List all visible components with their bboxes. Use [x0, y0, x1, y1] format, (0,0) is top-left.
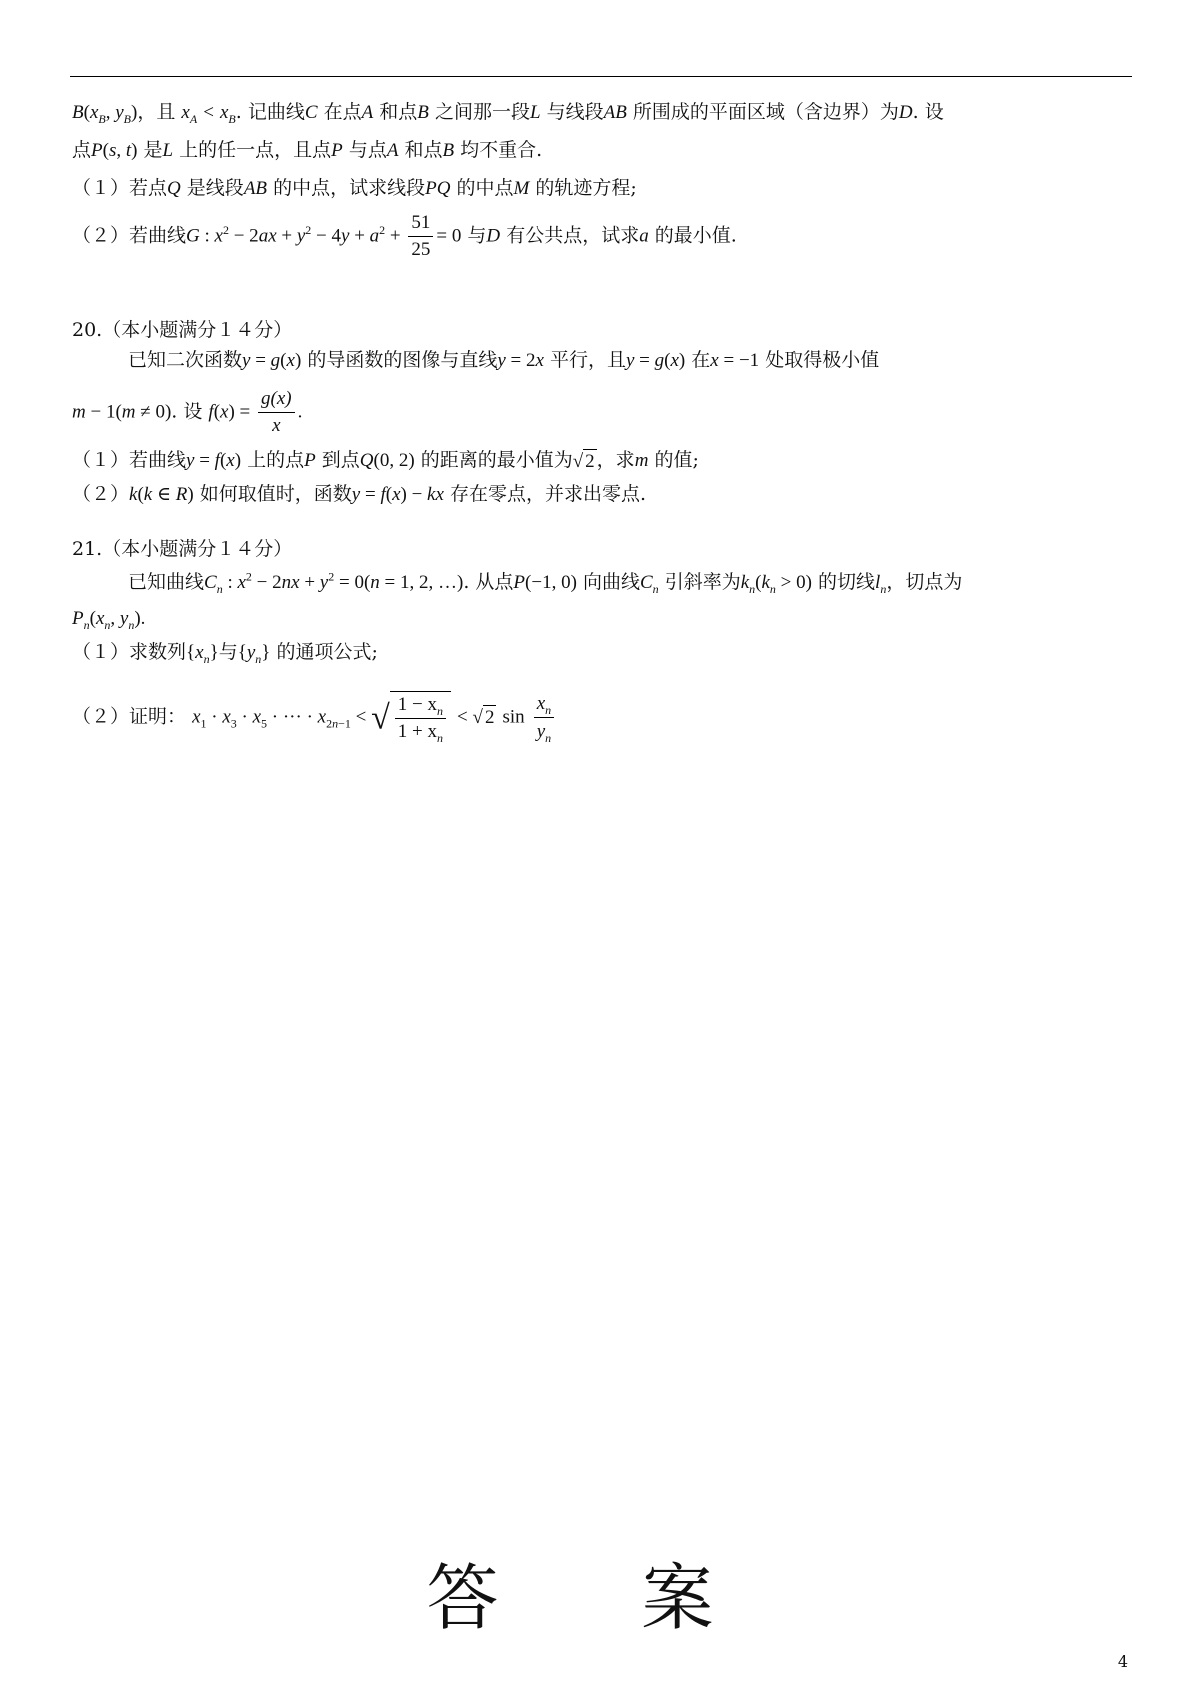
- text: 的中点: [456, 177, 514, 199]
- sqrt-2: √ 2: [472, 707, 495, 728]
- text: （１）若点: [72, 177, 168, 199]
- text: 与线段: [546, 101, 604, 123]
- text: 和点: [404, 139, 443, 161]
- text: ，且: [137, 101, 176, 123]
- numerator: 1 − x: [397, 693, 437, 715]
- text: 之间那一段: [434, 101, 530, 123]
- text: 和点: [379, 101, 418, 123]
- p20-line-1: 已知二次函数y = g(x) 的导函数的图像与直线y = 2x 平行，且y = g(x) 在x = −1 处取得极小值: [128, 349, 880, 371]
- p21-question-1: （１）求数列$\{x_n\}$与$\{y_n\}$ 的通项公式;: [72, 641, 378, 666]
- denominator: 1 + x: [397, 720, 437, 742]
- denominator: x: [272, 415, 281, 436]
- text: 的距离的最小值为: [420, 449, 573, 471]
- text: 如何取值时，函数: [199, 483, 352, 505]
- sqrt-fraction: √ $\frac{1 - x_n}{1 + x_n}$: [371, 691, 451, 745]
- text: 的轨迹方程;: [535, 177, 637, 199]
- text: 在: [691, 349, 711, 371]
- text: ，切点为: [886, 571, 963, 593]
- text: . 设: [912, 101, 944, 123]
- text: 的中点，试求线段: [273, 177, 426, 199]
- text: 与: [467, 224, 487, 247]
- p21-question-2: （２）证明： $x_1 \cdot x_3 \cdot x_5$ · ··· · $x_{2n-1}$ < √ $\frac{1 - x_n}{1 + x_n}$ < √ 2 sin $\frac{x_n}{y_n}$: [72, 690, 557, 745]
- answer-title: 答 案: [426, 1556, 774, 1640]
- text: 在点: [323, 101, 362, 123]
- fraction-1mx-1px: $\frac{1 - x_n}{1 + x_n}$: [395, 692, 446, 745]
- text: 到点: [321, 449, 360, 471]
- text: 有公共点，试求: [506, 224, 640, 247]
- denominator: 25: [411, 239, 431, 260]
- p21-heading: 21.（本小题满分１４分）: [72, 538, 293, 560]
- text: 与点: [348, 139, 387, 161]
- fraction-gx-over-x: [258, 386, 295, 439]
- text: 已知二次函数: [128, 349, 243, 371]
- sqrt-2: √ 2: [572, 450, 595, 472]
- text: 的最小值.: [654, 224, 737, 247]
- p20-question-2: （２）k(k ∈ R) 如何取值时，函数y = f(x) − kx 存在零点，并求出零点.: [72, 483, 647, 505]
- text: （１）求数列: [72, 641, 187, 663]
- text: 的导函数的图像与直线: [307, 349, 498, 371]
- text: 上的任一点，且点: [179, 139, 332, 161]
- text: 上的点: [247, 449, 305, 471]
- p19-question-2: （２）若曲线G : $x^2 - 2ax + y^2 - 4y + a^2$ + $\frac{51}{25}$ = 0 与D 有公共点，试求a 的最小值.: [72, 210, 737, 263]
- p19-line-2: 点P(s, t) 是L 上的任一点，且点P 与点A 和点B 均不重合.: [72, 139, 543, 161]
- p20-question-1: （１）若曲线y = f(x) 上的点P 到点Q(0, 2) 的距离的最小值为√ 2 ，求m 的值;: [72, 449, 699, 472]
- text: 的值;: [654, 449, 699, 471]
- sin-function: sin: [502, 706, 525, 728]
- fraction-51-25: [408, 210, 433, 263]
- numerator: 51: [408, 210, 433, 237]
- p21-line-1: 已知曲线$C_n$ : $x^2 - 2nx + y^2 = 0(n = 1$, 2, …). 从点P(−1, 0) 向曲线$C_n$ 引斜率为$k_n(k_n > 0)$ 的切线$l_n$，切点为: [128, 569, 963, 596]
- p19-line-1: $B(x_B$, $y_B$)，且 $x_A < x_B$. 记曲线C 在点A 和点B 之间那一段L 与线段AB 所围成的平面区域（含边界）为D. 设: [72, 101, 944, 126]
- text: ，求: [596, 449, 635, 471]
- text: （２）: [72, 483, 130, 505]
- text: 引斜率为: [664, 571, 741, 593]
- text: . 从点: [463, 571, 514, 593]
- text: 已知曲线: [128, 571, 205, 593]
- page-number: 4: [1117, 1652, 1128, 1671]
- p20-heading: 20.（本小题满分１４分）: [72, 319, 293, 341]
- text: 所围成的平面区域（含边界）为: [632, 101, 899, 123]
- text: 是线段: [186, 177, 244, 199]
- text: . 设: [171, 400, 203, 423]
- header-rule: [70, 76, 1132, 77]
- text: （１）若曲线: [72, 449, 187, 471]
- text: . 记曲线: [235, 101, 305, 123]
- text: 向曲线: [582, 571, 640, 593]
- p21-line-2: $P_n(x_n$, $y_n$).: [72, 608, 146, 632]
- text: 点: [72, 139, 92, 161]
- text: 的通项公式;: [276, 641, 378, 663]
- text: 平行，且: [549, 349, 626, 371]
- text: 与: [218, 641, 238, 663]
- text: （２）若曲线: [72, 224, 187, 247]
- text: （２）证明：: [72, 705, 187, 728]
- text: 是: [143, 139, 163, 161]
- text: 的切线: [818, 571, 876, 593]
- numerator: g(x): [258, 386, 295, 413]
- p19-question-1: （１）若点Q 是线段AB 的中点，试求线段PQ 的中点M 的轨迹方程;: [72, 177, 637, 199]
- fraction-xn-yn: $\frac{x_n}{y_n}$: [534, 690, 554, 745]
- text: 存在零点，并求出零点.: [449, 483, 647, 505]
- text: 均不重合.: [460, 139, 543, 161]
- p20-line-2: m − 1(m ≠ 0). 设 f(x) = $\frac{g(x)}{x}$ .: [72, 386, 302, 439]
- text: 处取得极小值: [765, 349, 880, 371]
